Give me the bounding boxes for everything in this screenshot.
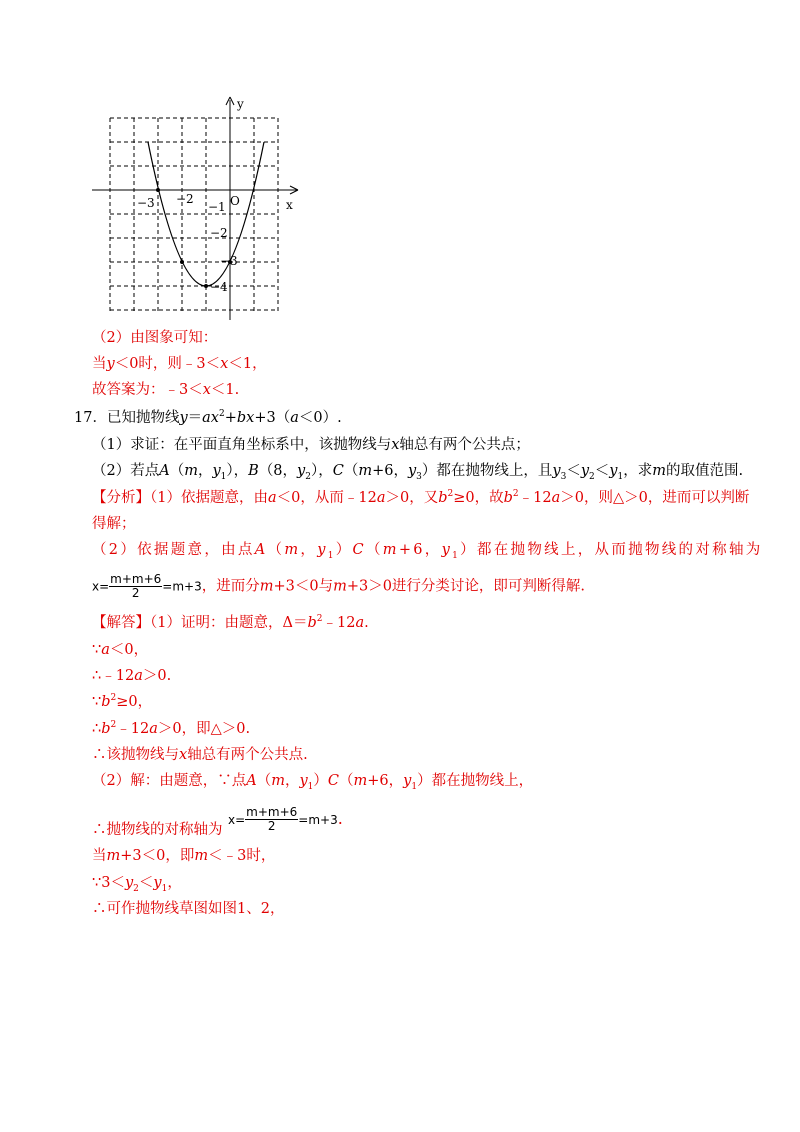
symmetry-axis-fraction: $\frac{m+m+6}{2}$ (110, 572, 162, 600)
part2-intro: （2）由图象可知： (92, 330, 218, 346)
analysis-line-3: （2）依据题意，由点A（m，$y_1)C(m+6$，$y_1$）都在抛物线上，从而抛物线的对称轴为 (92, 542, 763, 561)
solution-line-2: ∵a＜0， (92, 642, 149, 658)
symmetry-axis-fraction-2: $\frac{m+m+6}{2}$ (246, 805, 298, 833)
axes (92, 100, 298, 320)
y-tick-neg3: −3 (220, 254, 238, 268)
origin-label: O (230, 194, 240, 208)
analysis-line-1: 【分析】（1）依据题意，由a＜0，从而﹣12a＞0，又$b^2\ge 0$，故$b^2﹣12a>0$，则△＞0，进而可以判断 (92, 489, 750, 506)
analysis-line-2: 得解； (92, 516, 136, 532)
solution-line-7: （2）解：由题意，∵点A（m，$y_1)C(m+6$，$y_1$）都在抛物线上， (92, 773, 534, 792)
y-tick-neg2: −2 (210, 226, 228, 240)
analysis-line-4: x= $\frac{m+m+6}{2}$ =m+3，进而分m+3＜0与m+3＞0进行分类讨论，即可判断得解. (92, 572, 586, 600)
solution-line-4: $\because b^2\ge 0$， (92, 693, 153, 710)
solution-line-6: ∴该抛物线与x轴总有两个公共点. (92, 747, 308, 763)
solution-line-9: 当m+3＜0，即m＜﹣3时， (92, 848, 276, 864)
line-when: 当y＜0时，则﹣3＜x＜1， (92, 356, 267, 372)
q17-part1: （1）求证：在平面直角坐标系中，该抛物线与x轴总有两个公共点； (92, 437, 530, 453)
solution-fraction: x= $\frac{m+m+6}{2}$ =m+3. (228, 805, 343, 833)
point-root (156, 188, 160, 192)
x-tick-neg1: −1 (208, 200, 226, 214)
grid (110, 118, 278, 311)
y-tick-neg4: −4 (210, 280, 228, 294)
solution-line-3: ∴﹣12a＞0. (92, 668, 172, 684)
point-vertex (204, 284, 208, 288)
solution-line-8: ∴抛物线的对称轴为 (92, 822, 223, 838)
solution-line-1: 【解答】（1）证明：由题意，$\Delta=b^2﹣12a$. (92, 614, 369, 631)
solution-line-11: ∴可作抛物线草图如图1、2， (92, 901, 285, 917)
y-axis-label: y (237, 97, 244, 111)
x-tick-neg2: −2 (176, 192, 194, 206)
x-tick-neg3: −3 (137, 196, 155, 210)
q17-stem: 17．已知抛物线$y=ax^2+bx+3(a<0)$. (74, 409, 342, 426)
parabola-graph (84, 92, 304, 327)
point-sym (180, 260, 184, 264)
x-axis-label: x (286, 198, 293, 212)
line-answer: 故答案为：﹣3＜x＜1. (92, 382, 240, 398)
q17-part2: （2）若点A（m，$y_1$），B（8，$y_2$），C（m+6，$y_3$）都在抛物线上，且$y_3<y_2<y_1$，求m的取值范围. (92, 463, 744, 482)
solution-line-10: $\because 3<y_2<y_1$， (92, 875, 182, 894)
solution-line-5: $\therefore b^2﹣12a>0$，即△＞0. (92, 720, 251, 737)
